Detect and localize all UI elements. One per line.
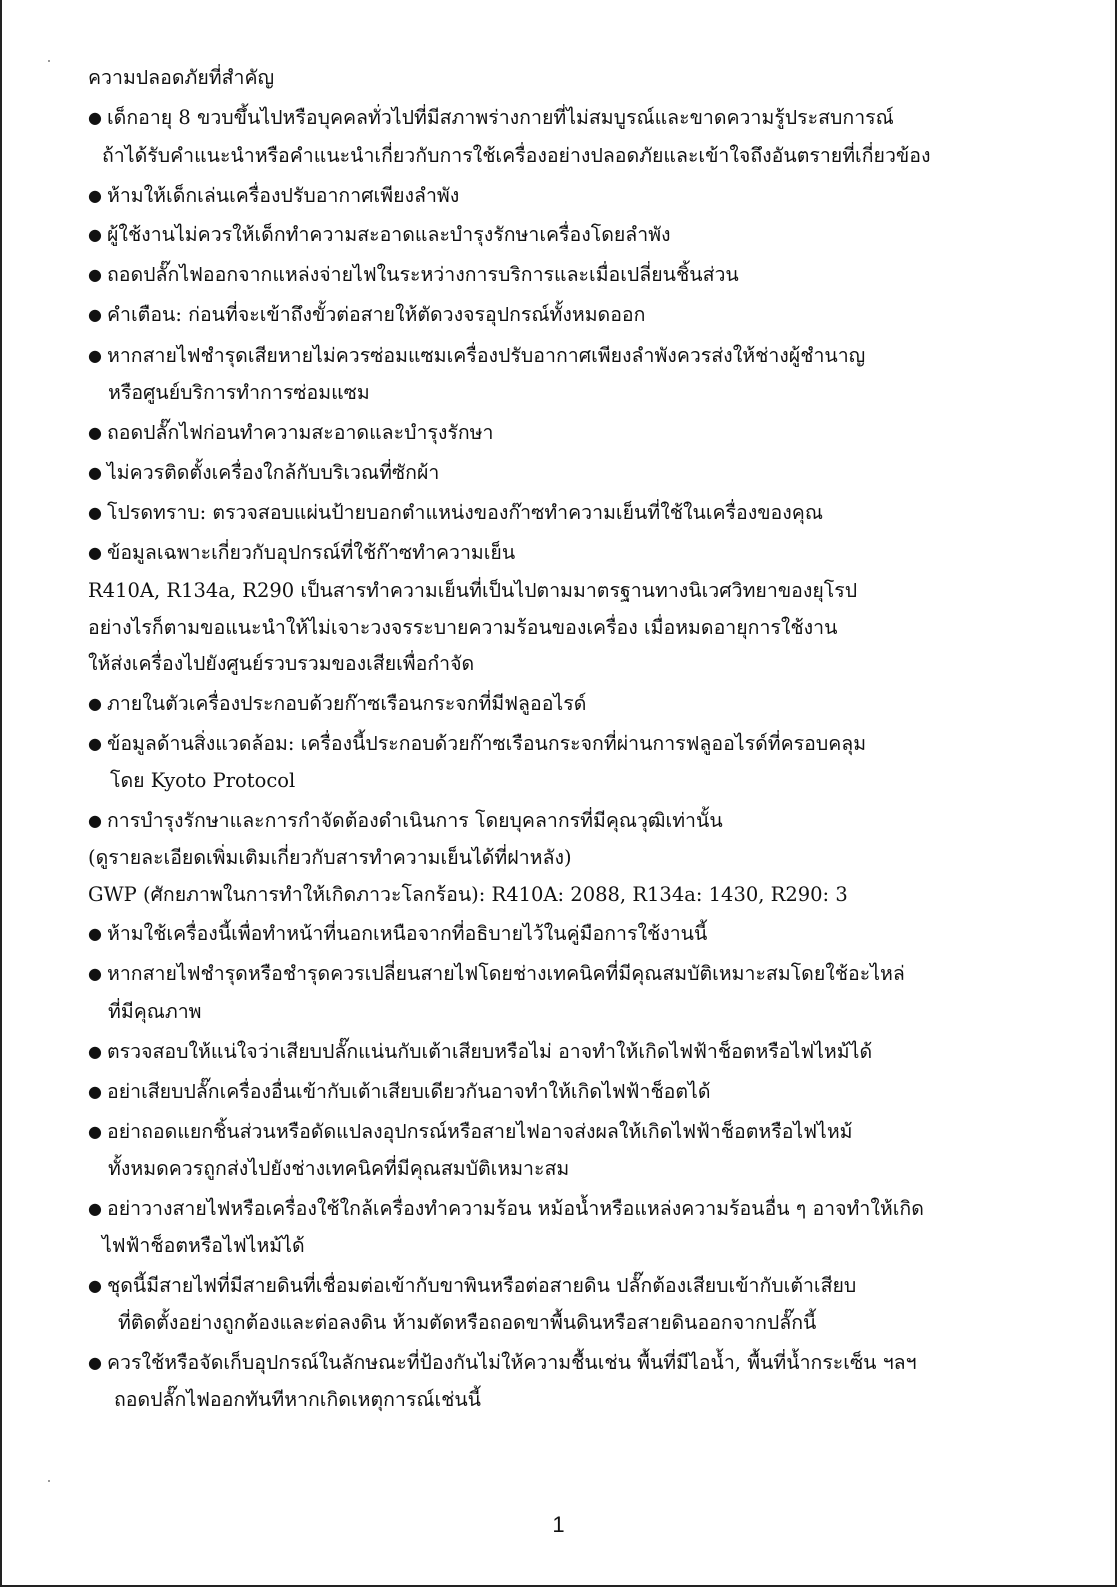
line-text: คำเตือน: ก่อนที่จะเข้าถึงขั้วต่อสายให้ตัดวงจรอุปกรณ์ทั้งหมดออก — [107, 303, 646, 326]
bullet-dot-icon: ● — [88, 1276, 102, 1295]
bullet-item — [88, 341, 865, 371]
line-text: ข้อมูลด้านสิ่งแวดล้อม: เครื่องนี้ประกอบด้วยก๊าซเรือนกระจกที่ผ่านการฟลูออไรด์ที่ครอบคลุม — [107, 732, 867, 755]
bullet-dot-icon: ● — [88, 225, 102, 244]
line-text: ควรใช้หรือจัดเก็บอุปกรณ์ในลักษณะที่ป้องกันไม่ให้ความชื้นเช่น พื้นที่มีไอน้ำ, พื้นที่น้ำกระเซ็น ฯลฯ — [107, 1351, 917, 1374]
bullet-dot-icon: ● — [88, 463, 102, 482]
bullet-item — [88, 458, 439, 488]
bullet-item — [88, 418, 493, 448]
line-text: เด็กอายุ 8 ขวบขึ้นไปหรือบุคคลทั่วไปที่มีสภาพร่างกายที่ไม่สมบูรณ์และขาดความรู้ประสบการณ์ — [107, 106, 894, 129]
bullet-item — [88, 689, 586, 719]
paragraph-line: (ดูรายละเอียดเพิ่มเติมเกี่ยวกับสารทำความเย็นได้ที่ฝาหลัง) — [88, 846, 572, 869]
bullet-dot-icon: ● — [88, 1042, 102, 1061]
bullet-item — [88, 1077, 711, 1107]
continuation-line: โดย Kyoto Protocol — [110, 769, 296, 792]
line-text: ห้ามให้เด็กเล่นเครื่องปรับอากาศเพียงลำพัง — [107, 184, 460, 207]
bullet-item — [88, 1117, 853, 1147]
line-text: ถอดปลั๊กไฟออกจากแหล่งจ่ายไฟในระหว่างการบริการและเมื่อเปลี่ยนชิ้นส่วน — [107, 263, 739, 286]
line-text: ภายในตัวเครื่องประกอบด้วยก๊าซเรือนกระจกที่มีฟลูออไรด์ — [107, 692, 587, 715]
bullet-dot-icon: ● — [88, 924, 102, 943]
line-text: ชุดนี้มีสายไฟที่มีสายดินที่เชื่อมต่อเข้ากับขาพินหรือต่อสายดิน ปลั๊กต้องเสียบเข้ากับเต้าเสียบ — [107, 1274, 857, 1297]
bullet-item — [88, 1194, 924, 1224]
page-number: 1 — [552, 1512, 565, 1537]
bullet-item — [88, 103, 894, 133]
bullet-item — [88, 1348, 917, 1378]
continuation-line: หรือศูนย์บริการทำการซ่อมแซม — [108, 381, 370, 404]
bullet-dot-icon: ● — [88, 108, 102, 127]
continuation-line: ทั้งหมดควรถูกส่งไปยังช่างเทคนิคที่มีคุณสมบัติเหมาะสม — [108, 1157, 570, 1180]
line-text: หากสายไฟชำรุดหรือชำรุดควรเปลี่ยนสายไฟโดยช่างเทคนิคที่มีคุณสมบัติเหมาะสมโดยใช้อะไหล่ — [107, 962, 905, 985]
line-text: ถอดปลั๊กไฟก่อนทำความสะอาดและบำรุงรักษา — [107, 421, 494, 444]
paragraph-line: ให้ส่งเครื่องไปยังศูนย์รวบรวมของเสียเพื่อกำจัด — [88, 652, 475, 675]
bullet-dot-icon: ● — [88, 265, 102, 284]
bullet-item — [88, 1271, 856, 1301]
continuation-line: ที่ติดตั้งอย่างถูกต้องและต่อลงดิน ห้ามตัดหรือถอดขาพื้นดินหรือสายดินออกจากปลั๊กนี้ — [118, 1311, 817, 1334]
bullet-item — [88, 919, 707, 949]
bullet-item — [88, 300, 645, 330]
paragraph-line: อย่างไรก็ตามขอแนะนำให้ไม่เจาะวงจรระบายความร้อนของเครื่อง เมื่อหมดอายุการใช้งาน — [88, 616, 838, 639]
paragraph-line: R410A, R134a, R290 เป็นสารทำความเย็นที่เป็นไปตามมาตรฐานทางนิเวศวิทยาของยุโรป — [88, 579, 858, 602]
bullet-item — [88, 181, 459, 211]
bullet-item — [88, 1037, 872, 1067]
paragraph-line: GWP (ศักยภาพในการทำให้เกิดภาวะโลกร้อน): R410A: 2088, R134a: 1430, R290: 3 — [88, 883, 848, 906]
bullet-dot-icon: ● — [88, 1199, 102, 1218]
line-text: โปรดทราบ: ตรวจสอบแผ่นป้ายบอกตำแหน่งของก๊าซทำความเย็นที่ใช้ในเครื่องของคุณ — [107, 501, 823, 524]
bullet-dot-icon: ● — [88, 186, 102, 205]
line-text: ข้อมูลเฉพาะเกี่ยวกับอุปกรณ์ที่ใช้ก๊าซทำความเย็น — [107, 541, 516, 564]
continuation-line: ถอดปลั๊กไฟออกทันทีหากเกิดเหตุการณ์เช่นนี้ — [114, 1388, 482, 1411]
line-text: อย่าวางสายไฟหรือเครื่องใช้ใกล้เครื่องทำความร้อน หม้อน้ำหรือแหล่งความร้อนอื่น ๆ อาจทำให้เกิด — [107, 1197, 924, 1220]
bullet-dot-icon: ● — [88, 543, 102, 562]
line-text: ผู้ใช้งานไม่ควรให้เด็กทำความสะอาดและบำรุงรักษาเครื่องโดยลำพัง — [107, 223, 671, 246]
line-text: ห้ามใช้เครื่องนี้เพื่อทำหน้าที่นอกเหนือจากที่อธิบายไว้ในคู่มือการใช้งานนี้ — [107, 922, 708, 945]
scan-speck — [48, 1480, 50, 1482]
bullet-item — [88, 959, 905, 989]
line-text: อย่าถอดแยกชิ้นส่วนหรือดัดแปลงอุปกรณ์หรือสายไฟอาจส่งผลให้เกิดไฟฟ้าช็อตหรือไฟไหม้ — [107, 1120, 853, 1143]
bullet-dot-icon: ● — [88, 734, 102, 753]
line-text: อย่าเสียบปลั๊กเครื่องอื่นเข้ากับเต้าเสียบเดียวกันอาจทำให้เกิดไฟฟ้าช็อตได้ — [107, 1080, 711, 1103]
line-text: การบำรุงรักษาและการกำจัดต้องดำเนินการ โดยบุคลากรที่มีคุณวุฒิเท่านั้น — [107, 809, 723, 832]
bullet-dot-icon: ● — [88, 694, 102, 713]
bullet-dot-icon: ● — [88, 1353, 102, 1372]
continuation-line: ที่มีคุณภาพ — [108, 1000, 202, 1023]
bullet-item — [88, 260, 739, 290]
bullet-item — [88, 220, 671, 250]
bullet-dot-icon: ● — [88, 964, 102, 983]
continuation-line: ไฟฟ้าช็อตหรือไฟไหม้ได้ — [102, 1234, 305, 1257]
bullet-dot-icon: ● — [88, 346, 102, 365]
line-text: ตรวจสอบให้แน่ใจว่าเสียบปลั๊กแน่นกับเต้าเสียบหรือไม่ อาจทำให้เกิดไฟฟ้าช็อตหรือไฟไหม้ได้ — [107, 1040, 873, 1063]
bullet-dot-icon: ● — [88, 1082, 102, 1101]
line-text: ไม่ควรติดตั้งเครื่องใกล้กับบริเวณที่ซักผ้า — [107, 461, 440, 484]
bullet-dot-icon: ● — [88, 305, 102, 324]
bullet-item — [88, 498, 823, 528]
bullet-dot-icon: ● — [88, 503, 102, 522]
bullet-dot-icon: ● — [88, 1122, 102, 1141]
bullet-item — [88, 806, 723, 836]
section-title: ความปลอดภัยที่สำคัญ — [88, 66, 275, 89]
scan-speck — [48, 60, 50, 62]
bullet-dot-icon: ● — [88, 423, 102, 442]
continuation-line: ถ้าได้รับคำแนะนำหรือคำแนะนำเกี่ยวกับการใช้เครื่องอย่างปลอดภัยและเข้าใจถึงอันตรายที่เกี่ยวข้อง — [102, 144, 931, 167]
bullet-item — [88, 538, 515, 568]
bullet-item — [88, 729, 866, 759]
bullet-dot-icon: ● — [88, 811, 102, 830]
line-text: หากสายไฟชำรุดเสียหายไม่ควรซ่อมแซมเครื่องปรับอากาศเพียงลำพังควรส่งให้ช่างผู้ชำนาญ — [107, 344, 866, 367]
